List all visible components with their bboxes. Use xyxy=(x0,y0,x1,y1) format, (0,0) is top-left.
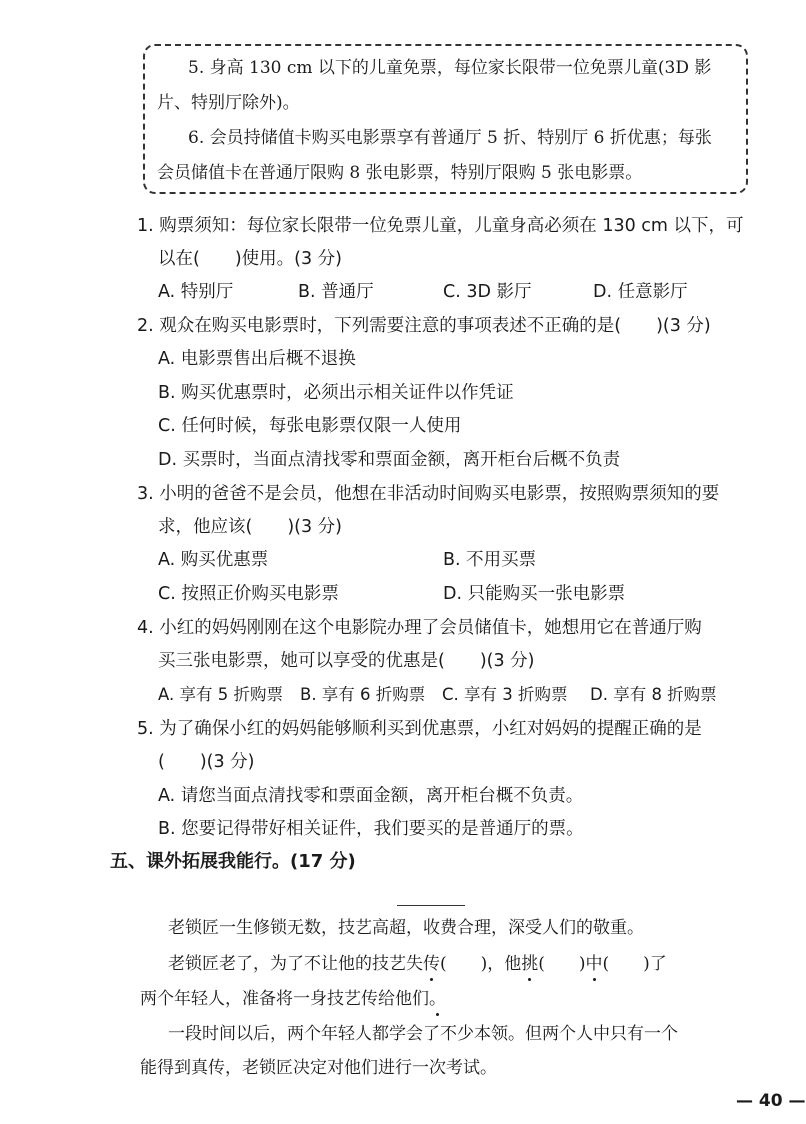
question-1-line-1: 1. 购票须知：每位家长限带一位免票儿童，儿童身高必须在 130 cm 以下，可 xyxy=(137,216,744,236)
notice-item-6-line-1: 6. 会员持储值卡购买电影票享有普通厅 5 折、特别厅 6 折优惠；每张 xyxy=(188,128,712,148)
answer-blank-1: ( )，他 xyxy=(440,954,522,974)
story-paragraph-1: 老锁匠一生修锁无数，技艺高超，收费合理，深受人们的敬重。 xyxy=(168,918,644,938)
question-3-option-c: C. 按照正价购买电影票 xyxy=(158,584,339,604)
question-3-option-a: A. 购买优惠票 xyxy=(158,550,269,570)
answer-blank-3: ( )了 xyxy=(602,954,667,974)
page-number: — 40 — xyxy=(736,1091,806,1111)
question-1-option-c: C. 3D 影厅 xyxy=(443,282,532,302)
question-5-line-2: ( )(3 分) xyxy=(158,752,255,772)
question-5-option-b: B. 您要记得带好相关证件，我们要买的是普通厅的票。 xyxy=(158,819,584,839)
question-2-option-d: D. 买票时，当面点清找零和票面金额，离开柜台后概不负责 xyxy=(158,450,621,470)
question-1-option-d: D. 任意影厅 xyxy=(593,282,688,302)
question-2-option-c: C. 任何时候，每张电影票仅限一人使用 xyxy=(158,416,462,436)
story-paragraph-2-line-1 xyxy=(168,953,667,975)
dotted-char-chuan: 传 xyxy=(423,954,440,974)
question-5-option-a: A. 请您当面点清找零和票面金额，离开柜台概不负责。 xyxy=(158,786,584,806)
question-4-option-a: A. 享有 5 折购票 xyxy=(158,685,283,704)
dotted-char-tiao: 挑 xyxy=(521,954,539,974)
dotted-char-zhong: 中 xyxy=(585,954,603,974)
question-5-line-1: 5. 为了确保小红的妈妈能够顺利买到优惠票，小红对妈妈的提醒正确的是 xyxy=(137,719,702,739)
question-3-option-b: B. 不用买票 xyxy=(443,550,537,570)
story-paragraph-2-line-2 xyxy=(140,988,446,1010)
question-4-option-b: B. 享有 6 折购票 xyxy=(300,685,426,704)
notice-item-5-line-1: 5. 身高 130 cm 以下的儿童免票，每位家长限带一位免票儿童(3D 影 xyxy=(188,58,712,78)
story-text: 老锁匠老了，为了不让他的技艺失 xyxy=(168,954,423,974)
question-1-option-b: B. 普通厅 xyxy=(298,282,374,302)
story-text: 两个年轻人，准备将一身技艺传给他们 xyxy=(140,989,429,1009)
question-3-line-1: 3. 小明的爸爸不是会员，他想在非活动时间购买电影票，按照购票须知的要 xyxy=(137,484,720,504)
question-3-option-d: D. 只能购买一张电影票 xyxy=(443,584,626,604)
question-4-option-d: D. 享有 8 折购票 xyxy=(590,685,717,704)
notice-item-6-line-2: 会员储值卡在普通厅限购 8 张电影票，特别厅限购 5 张电影票。 xyxy=(157,163,643,183)
question-2-option-a: A. 电影票售出后概不退换 xyxy=(158,349,356,369)
question-2-line-1: 2. 观众在购买电影票时，下列需要注意的事项表述不正确的是( )(3 分) xyxy=(137,316,711,336)
question-4-line-1: 4. 小红的妈妈刚刚在这个电影院办理了会员储值卡，她想用它在普通厅购 xyxy=(137,618,702,638)
story-paragraph-3-line-1: 一段时间以后，两个年轻人都学会了不少本领。但两个人中只有一个 xyxy=(168,1024,678,1044)
question-3-line-2: 求，他应该( )(3 分) xyxy=(158,517,343,537)
question-4-line-2: 买三张电影票，她可以享受的优惠是( )(3 分) xyxy=(158,651,535,671)
question-2-option-b: B. 购买优惠票时，必须出示相关证件以作凭证 xyxy=(158,383,514,403)
story-paragraph-3-line-2: 能得到真传，老锁匠决定对他们进行一次考试。 xyxy=(140,1058,497,1078)
question-1-line-2: 以在( )使用。(3 分) xyxy=(158,249,343,269)
answer-blank-2: ( ) xyxy=(538,954,586,974)
notice-item-5-line-2: 片、特别厅除外)。 xyxy=(157,93,300,113)
section-five-title: 五、课外拓展我能行。(17 分) xyxy=(110,851,356,872)
divider xyxy=(397,905,465,906)
question-4-option-c: C. 享有 3 折购票 xyxy=(442,685,568,704)
dotted-period: 。 xyxy=(429,989,446,1009)
question-1-option-a: A. 特别厅 xyxy=(158,282,234,302)
